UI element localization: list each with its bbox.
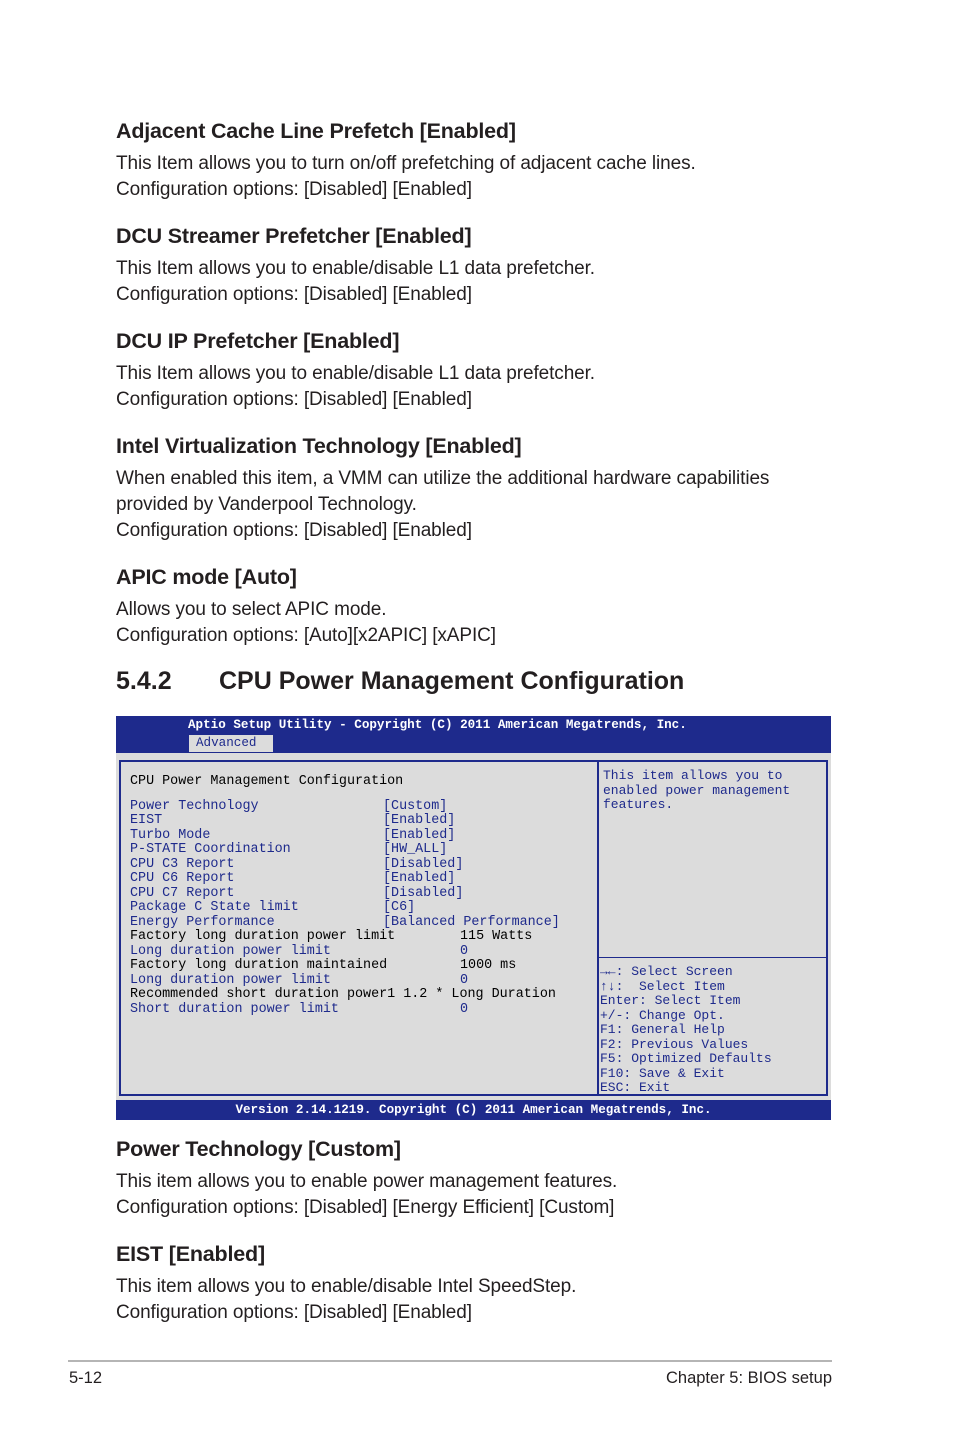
section-dcu-streamer: [116, 223, 832, 308]
bios-key-line: ↑↓: Select Item: [600, 978, 725, 994]
bios-help-text: [603, 769, 790, 813]
section-text: This Item allows you to enable/disable L1 data prefetcher.: [116, 258, 595, 279]
bios-setting-label: CPU C7 Report: [130, 885, 235, 901]
heading-title: CPU Power Management Configuration: [219, 667, 685, 695]
bios-key-line: Enter: Select Item: [600, 993, 741, 1008]
bios-setting-label: Factory long duration power limit: [130, 929, 396, 944]
section-power-technology: [116, 1136, 832, 1221]
section-heading: Adjacent Cache Line Prefetch [Enabled]: [116, 119, 516, 143]
bios-title-bar: [116, 716, 831, 753]
bios-key-line: F1: General Help: [600, 1022, 725, 1037]
heading-number: 5.4.2: [116, 667, 172, 695]
bios-setting-value: [C6]: [383, 900, 416, 915]
section-text: Allows you to select APIC mode.: [116, 599, 387, 620]
section-dcu-ip: [116, 328, 832, 413]
section-heading: APIC mode [Auto]: [116, 565, 297, 589]
bios-setting-value: [Disabled]: [383, 856, 464, 872]
bios-setting-value: [Enabled]: [383, 871, 456, 886]
bios-setting-value: [HW_ALL]: [383, 842, 448, 857]
section-text: This item allows you to enable power management features.: [116, 1171, 618, 1192]
bios-tab-advanced[interactable]: Advanced: [189, 735, 273, 752]
section-apic: [116, 564, 832, 649]
section-options: Configuration options: [Disabled] [Enabled]: [116, 284, 472, 305]
bios-help-line: This item allows you to: [603, 768, 783, 783]
bios-setting-label: EIST: [130, 813, 163, 828]
bios-help-line: enabled power management: [603, 782, 791, 798]
bios-key-line: F2: Previous Values: [600, 1036, 749, 1052]
bios-setting-label: Energy Performance: [130, 914, 275, 930]
bios-setting-value: [Custom]: [383, 798, 448, 814]
bios-setting-value: [Enabled]: [383, 827, 456, 843]
bios-version-bar: Version 2.14.1219. Copyright (C) 2011 American Megatrends, Inc.: [116, 1100, 831, 1120]
page-number: 5-12: [69, 1369, 103, 1387]
section-heading: Power Technology [Custom]: [116, 1137, 401, 1161]
bios-key-line: +/-: Change Opt.: [600, 1007, 725, 1023]
section-heading: DCU IP Prefetcher [Enabled]: [116, 329, 400, 353]
bios-setting-label: Long duration power limit: [130, 943, 331, 959]
bios-setting-label: Turbo Mode: [130, 827, 211, 843]
bios-setting-value: [Disabled]: [383, 885, 464, 901]
bios-setting-value: 115 Watts: [460, 929, 533, 944]
section-text: This Item allows you to turn on/off prefetching of adjacent cache lines.: [116, 153, 696, 174]
bios-divider: [599, 957, 826, 958]
section-heading: Intel Virtualization Technology [Enabled]: [116, 434, 522, 458]
bios-setting-label: Long duration power limit: [130, 972, 331, 988]
bios-setting-value: 0: [460, 972, 469, 988]
footer-divider: [68, 1360, 832, 1362]
bios-frame: CPU Power Management Configuration Power Technology [Custom] EIST [Enabled] Turbo Mode [Enabled] P-STATE Coordination [HW_ALL] CPU C3 Report [Disabled] CPU C6 Report [Enabled] CPU C7 Report [Disabled] Package C State limit [C6] Energy Performance [Balanced Performance] Factory long duration power limit 115 Watts Long duration power limit 0 Factory long duration maintained 1000 ms Long duration power limit 0 Recommended short duration power1 1.2 * Long Duration Short duration power limit 0 This item allows you to enabled power management features. →←: Select Screen ↑↓: Select Item Enter: Select Item +/-: Change Opt. F1: General Help F2: Previous Values F5: Optimized Defaults F10: Save & Exit ESC: Exit: [119, 760, 828, 1096]
bios-setting-label: Short duration power limit: [130, 1001, 339, 1017]
manual-content-top: [116, 118, 832, 696]
bios-setting-label: Recommended short duration power1 1.2 * Long Duration: [130, 987, 556, 1002]
section-heading: EIST [Enabled]: [116, 1242, 265, 1266]
bios-setting-value: 0: [460, 943, 469, 959]
bios-divider: [597, 762, 599, 1094]
chapter-heading: [116, 666, 832, 696]
section-options: Configuration options: [Disabled] [Enabled]: [116, 520, 472, 541]
bios-setting-label: CPU C3 Report: [130, 856, 235, 872]
bios-help-line: features.: [603, 797, 674, 812]
bios-setting-label: Power Technology: [130, 798, 259, 814]
bios-setting-label: P-STATE Coordination: [130, 842, 291, 857]
bios-setting-value: [Balanced Performance]: [383, 914, 560, 930]
section-options: Configuration options: [Auto][x2APIC] [xAPIC]: [116, 625, 496, 646]
bios-setting-value: [Enabled]: [383, 813, 456, 828]
bios-key-line: →←: Select Screen: [600, 964, 733, 979]
section-options: Configuration options: [Disabled] [Energy Efficient] [Custom]: [116, 1197, 615, 1218]
manual-content-bottom: [116, 1136, 832, 1346]
bios-setting-label: Factory long duration maintained: [130, 958, 388, 973]
section-options: Configuration options: [Disabled] [Enabled]: [116, 389, 472, 410]
chapter-label: Chapter 5: BIOS setup: [665, 1369, 832, 1387]
bios-key-line: F10: Save & Exit: [600, 1065, 725, 1081]
section-text: This Item allows you to enable/disable L1 data prefetcher.: [116, 363, 595, 384]
bios-key-legend: [600, 965, 772, 1096]
bios-setting-label: Package C State limit: [130, 900, 299, 915]
section-text: provided by Vanderpool Technology.: [116, 494, 417, 515]
bios-title: Aptio Setup Utility - Copyright (C) 2011 American Megatrends, Inc.: [188, 718, 687, 732]
section-options: Configuration options: [Disabled] [Enabled]: [116, 1302, 472, 1323]
bios-setting-value: 1000 ms: [460, 958, 517, 973]
bios-setting-label: CPU C6 Report: [130, 871, 235, 886]
section-adjacent-cache: [116, 118, 832, 203]
section-heading: DCU Streamer Prefetcher [Enabled]: [116, 224, 472, 248]
bios-screenshot: [116, 716, 831, 1120]
bios-setting-value: 0: [460, 1001, 469, 1017]
bios-key-line: ESC: Exit: [600, 1080, 671, 1095]
bios-key-line: F5: Optimized Defaults: [600, 1051, 772, 1066]
section-text: This item allows you to enable/disable Intel SpeedStep.: [116, 1276, 577, 1297]
section-eist: [116, 1241, 832, 1326]
section-options: Configuration options: [Disabled] [Enabled]: [116, 179, 472, 200]
section-text: When enabled this item, a VMM can utilize the additional hardware capabilities: [116, 468, 770, 489]
section-intel-vt: [116, 433, 832, 544]
